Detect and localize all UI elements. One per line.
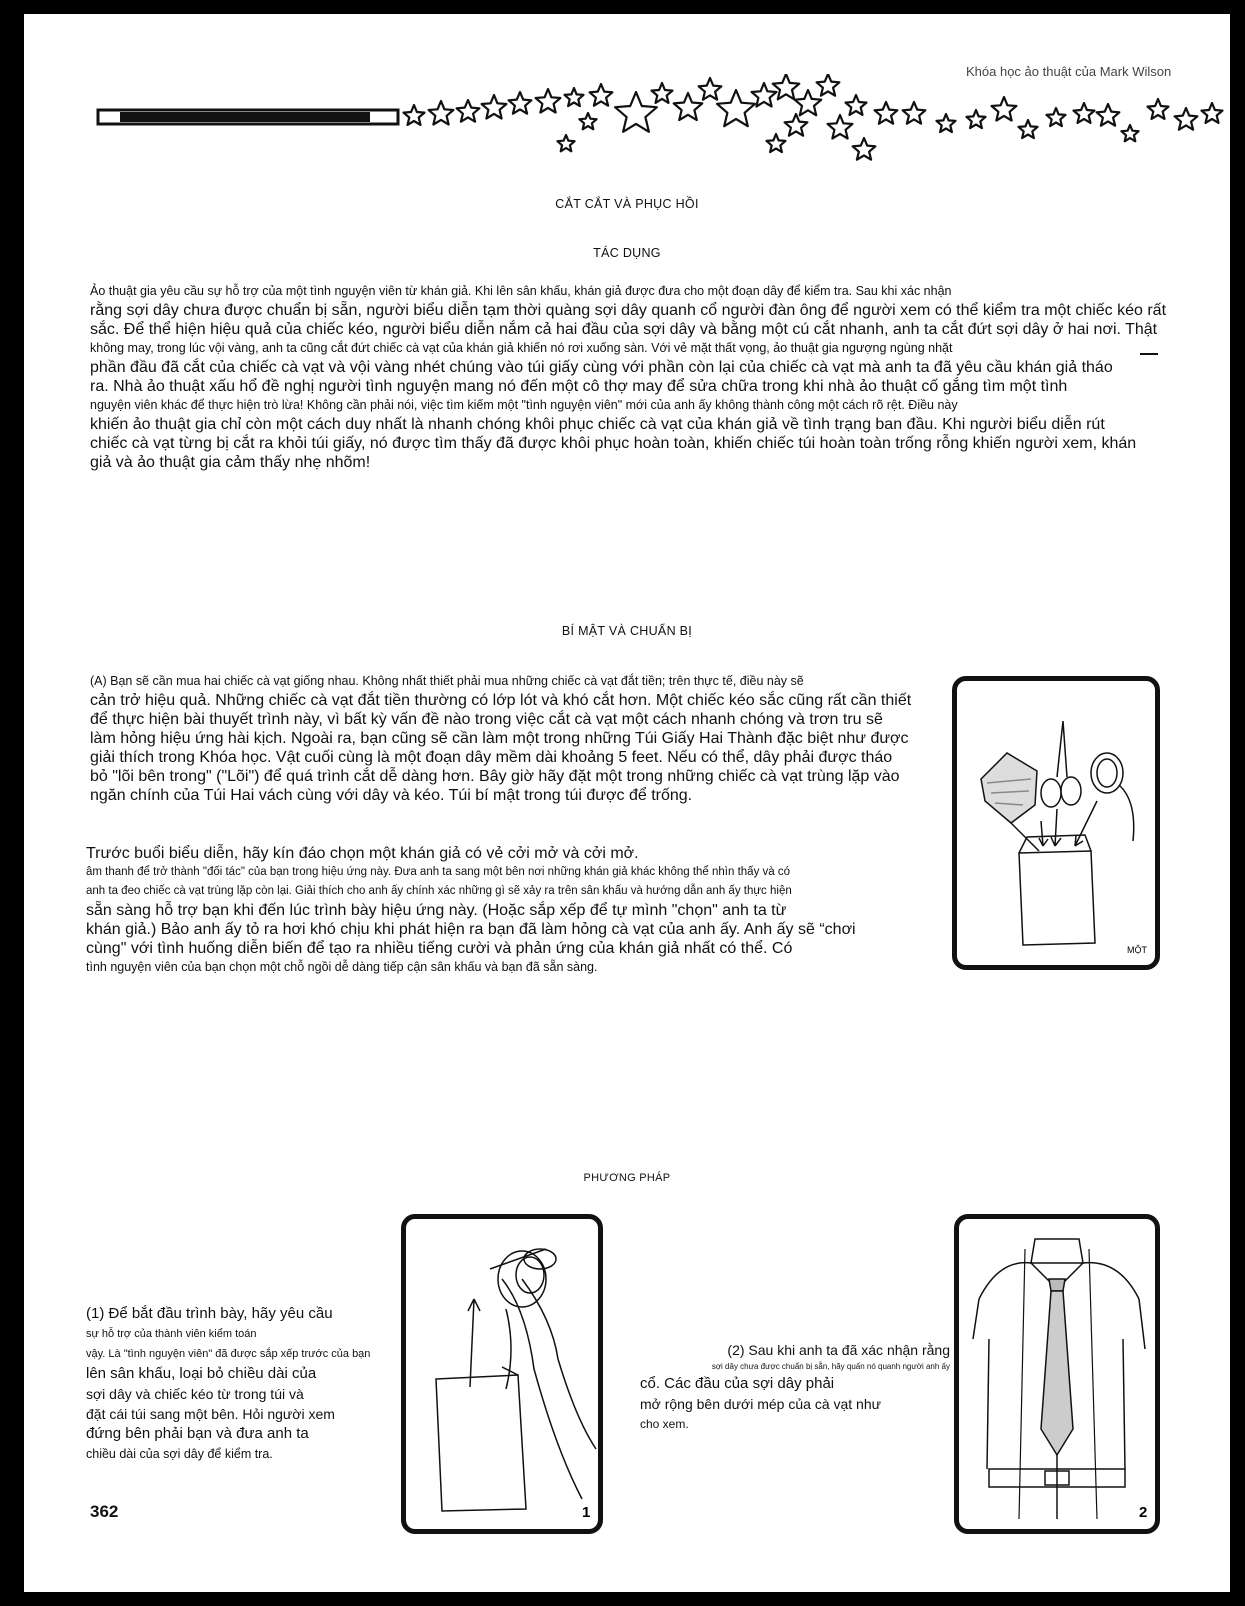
- step-2-line: (2) Sau khi anh ta đã xác nhận rằng: [727, 1342, 950, 1358]
- star-icon: [795, 90, 822, 115]
- effect-line: rằng sợi dây chưa được chuẩn bị sẵn, người biểu diễn tạm thời quàng sợi dây quanh cổ người đàn ông để người xem có thể kiểm tra một chiếc kéo rất: [90, 302, 1167, 319]
- secret-line: bỏ "lõi bên trong" ("Lõi") để quá trình cắt dễ dàng hơn. Bây giờ hãy đặt một trong những chiếc cà vạt trùng lặp vào: [90, 768, 900, 785]
- star-icon: [1148, 99, 1169, 119]
- figure-number: 1: [582, 1504, 591, 1521]
- step-1-line: sự hỗ trợ của thành viên kiểm toán: [86, 1328, 257, 1340]
- effect-line: chiếc cà vạt từng bị cắt ra khỏi túi giấy, nó được tìm thấy đã được khôi phục hoàn toàn, khiến chiếc túi hoàn toàn trống rỗng khiến người xem, khán: [90, 435, 1137, 452]
- secret-para-b: [86, 844, 946, 977]
- star-icon: [903, 102, 926, 124]
- secret-para-a: [90, 672, 950, 805]
- secret-line: Trước buổi biểu diễn, hãy kín đáo chọn một khán giả có vẻ cởi mở và cởi mở.: [86, 845, 639, 862]
- star-icon: [1047, 108, 1066, 126]
- step-1-line: vậy. Là "tình nguyện viên" đã được sắp xếp trước của bạn: [86, 1348, 371, 1360]
- page-number: 362: [90, 1502, 119, 1521]
- step-1-line: chiều dài của sợi dây để kiểm tra.: [86, 1447, 273, 1461]
- secret-line: ngăn chính của Túi Hai vách cùng với dây và kéo. Túi bí mật trong túi được để trống.: [90, 787, 693, 804]
- star-icon: [846, 95, 867, 115]
- secret-line: anh ta đeo chiếc cà vạt trùng lặp còn lại. Giải thích cho anh ấy chính xác những gì sẽ xảy ra trên sân khấu và hướng dẫn anh ấy thực hiện: [86, 885, 792, 897]
- star-icon: [615, 92, 657, 132]
- figure-number: 2: [1139, 1504, 1148, 1521]
- step-1-text: [86, 1304, 396, 1464]
- effect-line: không may, trong lúc vội vàng, anh ta cũng cắt đứt chiếc cà vạt của khán giả khiến nó rơi xuống sàn. Với vẻ mặt thất vọng, ảo thuật gia ngượng ngùng nhặt: [90, 341, 953, 355]
- method-heading: PHƯƠNG PHÁP: [583, 1172, 671, 1184]
- secret-line: giải thích trong Khóa học. Vật cuối cùng là một đoạn dây mềm dài khoảng 5 feet. Nếu có thể, dây phải được tháo: [90, 749, 893, 766]
- star-icon: [875, 102, 898, 124]
- star-icon: [579, 113, 596, 129]
- step-1-line: đặt cái túi sang một bên. Hỏi người xem: [86, 1406, 335, 1422]
- step-2-line: sợi dây chưa được chuẩn bị sẵn, hãy quấn nó quanh người anh ấy: [711, 1362, 950, 1371]
- star-icon: [557, 135, 574, 151]
- star-icon: [652, 83, 673, 103]
- star-icon: [404, 105, 425, 125]
- effect-line: khiến ảo thuật gia chỉ còn một cách duy nhất là nhanh chóng khôi phục chiếc cà vạt của khán giả về tình trạng ban đầu. Khi người biểu diễn rút: [90, 416, 1105, 433]
- figure-2: [954, 1214, 1160, 1534]
- star-icon: [767, 134, 786, 152]
- hand-scissors-illustration: [406, 1219, 598, 1529]
- star-icon: [717, 90, 755, 126]
- star-icon: [817, 74, 840, 96]
- effect-text: [90, 282, 1170, 472]
- star-icon: [1175, 108, 1198, 130]
- star-icon: [482, 95, 507, 119]
- secret-line: cùng" với tình huống diễn biến để tạo ra nhiều tiếng cười và phản ứng của khán giả nhất có thể. Có: [86, 940, 793, 957]
- secret-heading: BÍ MẬT VÀ CHUẨN BỊ: [561, 624, 693, 638]
- header-credit: Khóa học ảo thuật của Mark Wilson: [966, 64, 1172, 79]
- effect-line: sắc. Để thể hiện hiệu quả của chiếc kéo, người biểu diễn nắm cả hai đầu của sợi dây và bằng một cú cắt nhanh, anh ta cắt đứt sợi dây ở hai nơi. Thật: [90, 321, 1158, 338]
- page: [24, 14, 1230, 1592]
- star-icon: [674, 93, 703, 120]
- figure-1: [401, 1214, 603, 1534]
- star-icon: [853, 138, 876, 160]
- figure-label: MỘT: [1127, 945, 1147, 955]
- secret-line: khán giả.) Bảo anh ấy tỏ ra hơi khó chịu khi phát hiện ra bạn đã làm hỏng cà vạt của anh ấy. Anh ấy sẽ “chơi: [86, 921, 856, 938]
- step-1-line: sợi dây và chiếc kéo từ trong túi và: [86, 1386, 304, 1402]
- page-title: CẮT CẮT VÀ PHỤC HỒI: [555, 197, 699, 211]
- star-icon: [1019, 120, 1038, 138]
- step-2-line: cho xem.: [640, 1417, 689, 1431]
- star-icon: [773, 74, 800, 99]
- step-1-line: lên sân khấu, loại bỏ chiều dài của: [86, 1365, 317, 1382]
- secret-line: để thực hiện bài thuyết trình này, vì bất kỳ vấn đề nào trong việc cắt cà vạt một cách nhanh chóng và trơn tru sẽ: [90, 711, 883, 728]
- star-icon: [1202, 103, 1223, 123]
- star-icon: [429, 101, 454, 125]
- star-icon: [1121, 125, 1138, 141]
- step-1-line: đứng bên phải bạn và đưa anh ta: [86, 1425, 309, 1442]
- star-icon: [1074, 103, 1095, 123]
- star-icon: [590, 84, 613, 106]
- step-2-line: cổ. Các đầu của sợi dây phải: [640, 1375, 835, 1392]
- secret-line: cản trở hiệu quả. Những chiếc cà vạt đắt tiền thường có lớp lót và khó cắt hơn. Một chiếc kéo sắc cũng rất cần thiết: [90, 692, 912, 709]
- secret-line: (A) Bạn sẽ cần mua hai chiếc cà vạt giống nhau. Không nhất thiết phải mua những chiếc cà vạt đắt tiền; trên thực tế, điều này sẽ: [90, 674, 804, 688]
- step-1-line: (1) Để bắt đầu trình bày, hãy yêu cầu: [86, 1305, 333, 1322]
- star-icon: [565, 88, 584, 106]
- star-icon: [937, 114, 956, 132]
- secret-line: tình nguyện viên của bạn chọn một chỗ ngồi dễ dàng tiếp cận sân khấu và bạn đã sẵn sàng.: [86, 960, 598, 974]
- effect-heading: TÁC DỤNG: [593, 246, 661, 260]
- step-2-line: mở rộng bên dưới mép của cà vạt như: [640, 1396, 882, 1412]
- star-icon: [785, 114, 808, 136]
- bag-props-illustration: [957, 681, 1155, 965]
- wand-stars-banner: [96, 74, 1226, 184]
- star-icon: [1097, 104, 1120, 126]
- man-tie-rope-illustration: [959, 1219, 1155, 1529]
- effect-line: phần đầu đã cắt của chiếc cà vạt và vội vàng nhét chúng vào túi giấy cùng với phần còn lại của chiếc cà vạt mà anh ta đã yêu cầu khán giả tháo: [90, 359, 1113, 376]
- effect-line: ra. Nhà ảo thuật xấu hổ đề nghị người tình nguyện mang nó đến một cô thợ may để sửa chữa trong khi nhà ảo thuật cố gắng tìm một tình: [90, 378, 1068, 395]
- secret-line: âm thanh để trở thành "đối tác" của bạn trong hiệu ứng này. Đưa anh ta sang một bên nơi những khán giả khác không thể nhìn thấy và có: [86, 866, 791, 878]
- figure-bag-props: [952, 676, 1160, 970]
- star-icon: [699, 78, 722, 100]
- star-icon: [992, 97, 1017, 121]
- effect-line: nguyện viên khác để thực hiện trò lừa! Không cần phải nói, việc tìm kiếm một "tình nguyện viên" mới của anh ấy không thành công một cách rõ rệt. Điều này: [90, 398, 958, 412]
- dash-mark: [1140, 353, 1158, 355]
- effect-line: Ảo thuật gia yêu cầu sự hỗ trợ của một tình nguyện viên từ khán giả. Khi lên sân khấu, khán giả được đưa cho một đoạn dây để kiểm tra. Sau khi xác nhận: [90, 284, 952, 298]
- star-icon: [536, 89, 561, 113]
- step-2-text: [640, 1340, 950, 1434]
- secret-line: làm hỏng hiệu ứng hài kịch. Ngoài ra, bạn cũng sẽ cần làm một trong những Túi Giấy Hai Thành đặc biệt như được: [90, 730, 909, 747]
- star-icon: [967, 110, 986, 128]
- star-icon: [509, 92, 532, 114]
- star-icon: [457, 100, 480, 122]
- star-icon: [828, 115, 853, 139]
- effect-line: giả và ảo thuật gia cảm thấy nhẹ nhõm!: [90, 454, 371, 471]
- secret-line: sẵn sàng hỗ trợ bạn khi đến lúc trình bày hiệu ứng này. (Hoặc sắp xếp để tự mình "chọn" anh ta từ: [86, 902, 787, 919]
